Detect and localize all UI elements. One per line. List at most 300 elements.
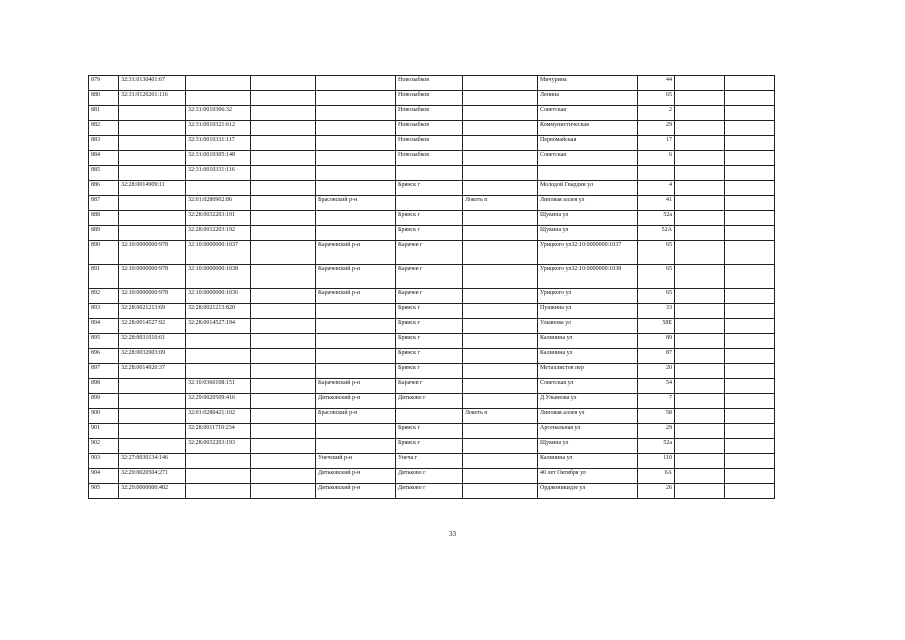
table-cell — [725, 484, 775, 499]
table-cell: Дятьково г — [396, 394, 463, 409]
table-cell — [675, 409, 725, 424]
table-cell — [675, 136, 725, 151]
table-cell — [316, 349, 396, 364]
table-cell: 58 — [638, 409, 675, 424]
table-cell — [463, 394, 538, 409]
table-cell — [675, 241, 725, 265]
table-row — [89, 364, 775, 379]
table-cell: Карачев г — [396, 265, 463, 289]
table-cell: 905 — [89, 484, 119, 499]
table-cell: Брянск г — [396, 304, 463, 319]
table-cell: Брянск г — [396, 181, 463, 196]
table-cell: Первомайская — [538, 136, 638, 151]
table-cell — [463, 106, 538, 121]
table-cell — [119, 151, 186, 166]
table-cell: 900 — [89, 409, 119, 424]
table-cell: 890 — [89, 241, 119, 265]
table-cell: 52а — [638, 439, 675, 454]
table-cell: Брянск г — [396, 211, 463, 226]
table-cell: 32:31:0010305:148 — [186, 151, 251, 166]
table-cell — [251, 349, 316, 364]
table-cell — [316, 439, 396, 454]
table-cell — [725, 469, 775, 484]
table-cell: Карачев г — [396, 289, 463, 304]
table-cell: 32:31:0120201:116 — [119, 91, 186, 106]
table-row — [89, 211, 775, 226]
table-cell — [463, 181, 538, 196]
table-row — [89, 91, 775, 106]
table-cell: Брянск г — [396, 364, 463, 379]
table-cell: Новозыбков — [396, 121, 463, 136]
table-cell — [396, 166, 463, 181]
table-cell: 6А — [638, 469, 675, 484]
table-cell — [251, 469, 316, 484]
table-cell — [316, 136, 396, 151]
table-cell: 886 — [89, 181, 119, 196]
table-cell: Дятьково г — [396, 484, 463, 499]
table-cell — [675, 265, 725, 289]
table-cell: Унечский р-н — [316, 454, 396, 469]
table-row — [89, 379, 775, 394]
table-cell: Новозыбков — [396, 76, 463, 91]
table-cell — [675, 289, 725, 304]
table-cell: 904 — [89, 469, 119, 484]
table-cell — [675, 469, 725, 484]
table-cell — [725, 91, 775, 106]
table-cell — [725, 211, 775, 226]
table-cell — [675, 319, 725, 334]
table-cell: 89 — [638, 334, 675, 349]
table-cell: 32:10:0000000:978 — [119, 265, 186, 289]
table-cell — [725, 196, 775, 211]
table-cell: 902 — [89, 439, 119, 454]
table-cell — [251, 484, 316, 499]
table-row — [89, 484, 775, 499]
table-cell — [316, 364, 396, 379]
table-cell — [186, 454, 251, 469]
table-cell — [725, 334, 775, 349]
table-cell — [725, 289, 775, 304]
table-cell: 32:10:0000000:1037 — [186, 241, 251, 265]
table-cell: Урицкого ул — [538, 289, 638, 304]
table-cell — [251, 409, 316, 424]
table-cell: Липовая аллея ул — [538, 196, 638, 211]
table-cell — [463, 349, 538, 364]
table-cell: Брасовский р-н — [316, 409, 396, 424]
table-cell: 32:29:0000000:482 — [119, 484, 186, 499]
table-cell: 110 — [638, 454, 675, 469]
table-cell — [186, 334, 251, 349]
table-cell: Карачевский р-н — [316, 289, 396, 304]
table-cell: Новозыбков — [396, 91, 463, 106]
table-cell: 888 — [89, 211, 119, 226]
table-cell — [675, 121, 725, 136]
table-cell — [463, 91, 538, 106]
table-cell — [251, 151, 316, 166]
table-cell: Щукина ул — [538, 226, 638, 241]
table-cell — [725, 364, 775, 379]
table-cell: Калинина ул — [538, 349, 638, 364]
table-cell — [251, 334, 316, 349]
table-cell: Локоть п — [463, 196, 538, 211]
table-cell — [119, 409, 186, 424]
table-cell: Дятьковский р-н — [316, 394, 396, 409]
table-cell: 32:28:0014920:37 — [119, 364, 186, 379]
table-cell — [675, 349, 725, 364]
table-row — [89, 106, 775, 121]
table-row — [89, 166, 775, 181]
table-cell — [675, 424, 725, 439]
table-cell — [186, 469, 251, 484]
table-cell: Карачев г — [396, 379, 463, 394]
table-cell: Дятьково г — [396, 469, 463, 484]
table-cell — [675, 454, 725, 469]
table-cell — [463, 319, 538, 334]
table-cell: Карачевский р-н — [316, 379, 396, 394]
table-cell — [396, 409, 463, 424]
table-row — [89, 454, 775, 469]
table-cell: 891 — [89, 265, 119, 289]
table-cell — [463, 424, 538, 439]
table-cell: 32:10:0000000:978 — [119, 289, 186, 304]
table-cell: 899 — [89, 394, 119, 409]
table-cell: 887 — [89, 196, 119, 211]
table-cell — [119, 121, 186, 136]
table-cell: 32:31:0010321:612 — [186, 121, 251, 136]
table-cell — [725, 241, 775, 265]
table-cell: 20 — [638, 364, 675, 379]
table-cell — [119, 106, 186, 121]
table-cell: 32:28:0032003:09 — [119, 349, 186, 364]
table-cell — [675, 76, 725, 91]
table-cell — [463, 289, 538, 304]
table-row — [89, 241, 775, 265]
table-cell — [725, 151, 775, 166]
table-cell: 4 — [638, 181, 675, 196]
table-row — [89, 319, 775, 334]
table-cell: Коммунистическая — [538, 121, 638, 136]
table-cell — [638, 166, 675, 181]
table-cell — [725, 181, 775, 196]
table-cell: Мичурина — [538, 76, 638, 91]
table-cell: Дятьковский р-н — [316, 484, 396, 499]
table-cell: Новозыбков — [396, 151, 463, 166]
table-row — [89, 76, 775, 91]
table-cell — [675, 379, 725, 394]
table-cell: 32:10:0000000:1038 — [186, 265, 251, 289]
table-cell: Брянск г — [396, 319, 463, 334]
table-cell — [675, 151, 725, 166]
table-cell — [675, 484, 725, 499]
table-cell — [463, 439, 538, 454]
table-cell: 52А — [638, 226, 675, 241]
table-cell: 32:28:0032203:192 — [186, 226, 251, 241]
table-cell: 2 — [638, 106, 675, 121]
table-row — [89, 196, 775, 211]
table-cell: 32:28:0032203:191 — [186, 211, 251, 226]
table-row — [89, 409, 775, 424]
table-cell: Советская ул — [538, 379, 638, 394]
table-cell: 897 — [89, 364, 119, 379]
register-table — [88, 75, 775, 499]
table-cell: 29 — [638, 424, 675, 439]
table-cell — [316, 226, 396, 241]
table-cell: Брянск г — [396, 349, 463, 364]
table-row — [89, 439, 775, 454]
table-cell — [675, 106, 725, 121]
table-cell — [251, 265, 316, 289]
table-cell: 32:01:0280421:102 — [186, 409, 251, 424]
table-cell: 889 — [89, 226, 119, 241]
table-row — [89, 394, 775, 409]
table-cell: 41 — [638, 196, 675, 211]
table-cell — [725, 106, 775, 121]
table-cell — [463, 241, 538, 265]
table-cell: 33 — [638, 304, 675, 319]
table-cell — [251, 454, 316, 469]
table-cell: Брянск г — [396, 226, 463, 241]
table-cell — [725, 136, 775, 151]
table-cell: Ульянова ул — [538, 319, 638, 334]
table-cell — [463, 484, 538, 499]
table-row — [89, 265, 775, 289]
table-cell — [251, 211, 316, 226]
table-cell: Молодой Гвардии ул — [538, 181, 638, 196]
table-cell — [251, 106, 316, 121]
table-cell — [119, 439, 186, 454]
table-cell: 32:29:0020509:416 — [186, 394, 251, 409]
table-cell — [119, 394, 186, 409]
table-cell: 32:29:0020504:271 — [119, 469, 186, 484]
table-cell — [186, 349, 251, 364]
table-cell — [119, 379, 186, 394]
table-cell — [251, 76, 316, 91]
table-cell — [725, 454, 775, 469]
table-cell — [725, 349, 775, 364]
table-cell: 895 — [89, 334, 119, 349]
table-cell: 44 — [638, 76, 675, 91]
table-cell — [463, 469, 538, 484]
table-row — [89, 151, 775, 166]
table-cell: 32:28:0021213:820 — [186, 304, 251, 319]
table-cell: 32:28:0032203:193 — [186, 439, 251, 454]
table-cell — [251, 424, 316, 439]
table-cell: 32:28:0014527:92 — [119, 319, 186, 334]
table-cell — [186, 76, 251, 91]
table-row — [89, 289, 775, 304]
table-cell — [675, 196, 725, 211]
table-cell: 32:10:0360108:151 — [186, 379, 251, 394]
table-row — [89, 469, 775, 484]
table-cell — [119, 424, 186, 439]
table-cell — [675, 394, 725, 409]
table-cell: 40 лет Октября ул — [538, 469, 638, 484]
table-cell: 65 — [638, 241, 675, 265]
table-cell: 32:28:0031910:61 — [119, 334, 186, 349]
table-cell: 880 — [89, 91, 119, 106]
table-cell: Брянск г — [396, 334, 463, 349]
table-cell — [316, 424, 396, 439]
table-cell — [725, 424, 775, 439]
table-cell — [725, 166, 775, 181]
table-cell — [675, 334, 725, 349]
table-row — [89, 121, 775, 136]
table-cell: 32:31:0010306:32 — [186, 106, 251, 121]
table-row — [89, 304, 775, 319]
table-cell — [316, 151, 396, 166]
table-cell — [251, 166, 316, 181]
table-cell — [251, 289, 316, 304]
table-cell: 901 — [89, 424, 119, 439]
table-cell — [725, 226, 775, 241]
table-cell — [675, 439, 725, 454]
table-cell: Брянск г — [396, 424, 463, 439]
table-cell: 892 — [89, 289, 119, 304]
table-cell: Липовая аллея ул — [538, 409, 638, 424]
table-cell: 885 — [89, 166, 119, 181]
table-cell: 881 — [89, 106, 119, 121]
table-cell — [251, 364, 316, 379]
table-cell: 32:31:0130401:67 — [119, 76, 186, 91]
table-cell: 884 — [89, 151, 119, 166]
table-cell: Карачев г — [396, 241, 463, 265]
table-cell — [119, 226, 186, 241]
table-cell — [186, 91, 251, 106]
table-cell — [725, 121, 775, 136]
table-cell — [119, 136, 186, 151]
table-cell: Локоть п — [463, 409, 538, 424]
table-cell: Д.Ульянова ул — [538, 394, 638, 409]
table-cell: 7 — [638, 394, 675, 409]
table-cell — [316, 181, 396, 196]
table-cell — [675, 304, 725, 319]
table-cell — [463, 151, 538, 166]
table-cell: 32:28:0014527:194 — [186, 319, 251, 334]
table-cell — [725, 265, 775, 289]
table-cell — [463, 265, 538, 289]
table-cell — [725, 319, 775, 334]
table-cell — [251, 394, 316, 409]
table-cell — [251, 319, 316, 334]
table-cell — [119, 196, 186, 211]
table-cell: 32:10:0000000:978 — [119, 241, 186, 265]
table-cell — [316, 106, 396, 121]
table-cell: Новозыбков — [396, 136, 463, 151]
table-cell — [316, 76, 396, 91]
table-cell: 893 — [89, 304, 119, 319]
table-cell: 32:27:0030134:146 — [119, 454, 186, 469]
table-cell: 32:10:0000000:1036 — [186, 289, 251, 304]
table-cell: 32:31:0010331:117 — [186, 136, 251, 151]
table-cell — [463, 226, 538, 241]
table-cell: Новозыбков — [396, 106, 463, 121]
table-cell: 26 — [638, 484, 675, 499]
table-cell — [251, 439, 316, 454]
table-cell: Урицкого ул32:10:0000000:1038 — [538, 265, 638, 289]
table-cell — [675, 91, 725, 106]
table-cell: Металлистов пер — [538, 364, 638, 379]
table-cell — [251, 226, 316, 241]
table-cell: 52а — [638, 211, 675, 226]
table-cell — [251, 136, 316, 151]
table-cell — [463, 454, 538, 469]
table-cell: Советская — [538, 151, 638, 166]
table-cell — [463, 136, 538, 151]
table-row — [89, 424, 775, 439]
table-cell: Дятьковский р-н — [316, 469, 396, 484]
table-cell: Пушкина ул — [538, 304, 638, 319]
table-cell: 65 — [638, 265, 675, 289]
table-cell: 903 — [89, 454, 119, 469]
table-cell — [725, 439, 775, 454]
table-row — [89, 349, 775, 364]
table-cell: Ленина — [538, 91, 638, 106]
table-cell — [725, 409, 775, 424]
table-row — [89, 226, 775, 241]
table-cell — [538, 166, 638, 181]
table-cell — [251, 181, 316, 196]
table-cell: Советская — [538, 106, 638, 121]
table-cell — [463, 211, 538, 226]
table-cell: Карачевский р-н — [316, 241, 396, 265]
table-cell: Карачевский р-н — [316, 265, 396, 289]
table-cell — [675, 181, 725, 196]
table-row — [89, 181, 775, 196]
table-cell — [725, 379, 775, 394]
table-cell — [675, 364, 725, 379]
table-cell — [316, 166, 396, 181]
table-cell — [316, 121, 396, 136]
table-cell — [675, 211, 725, 226]
table-cell: 32:28:0011710:234 — [186, 424, 251, 439]
table-cell: 32:01:0280902:86 — [186, 196, 251, 211]
table-cell — [463, 304, 538, 319]
table-cell — [316, 304, 396, 319]
table-cell — [316, 334, 396, 349]
table-cell: Щукина ул — [538, 211, 638, 226]
table-cell: Калинина ул — [538, 334, 638, 349]
table-cell: Брянск г — [396, 439, 463, 454]
table-cell — [186, 181, 251, 196]
table-cell — [186, 484, 251, 499]
table-cell — [251, 91, 316, 106]
table-cell — [463, 166, 538, 181]
table-cell: Щукина ул — [538, 439, 638, 454]
table-cell — [675, 226, 725, 241]
table-cell: 17 — [638, 136, 675, 151]
table-cell: Орджоникидзе ул — [538, 484, 638, 499]
table-cell: Унеча г — [396, 454, 463, 469]
table-cell: 58Е — [638, 319, 675, 334]
table-cell: 65 — [638, 91, 675, 106]
table-cell: 894 — [89, 319, 119, 334]
table-row — [89, 136, 775, 151]
table-cell — [316, 211, 396, 226]
table-cell: 87 — [638, 349, 675, 364]
table-cell: 879 — [89, 76, 119, 91]
table-cell: 29 — [638, 121, 675, 136]
table-cell — [463, 364, 538, 379]
table-cell — [725, 76, 775, 91]
table-cell — [251, 379, 316, 394]
table-cell: 898 — [89, 379, 119, 394]
table-cell — [396, 196, 463, 211]
table-cell: Урицкого ул32:10:0000000:1037 — [538, 241, 638, 265]
table-cell: 32:31:0010331:116 — [186, 166, 251, 181]
table-cell — [316, 319, 396, 334]
table-cell — [119, 211, 186, 226]
table-cell: 32:28:0021213:69 — [119, 304, 186, 319]
